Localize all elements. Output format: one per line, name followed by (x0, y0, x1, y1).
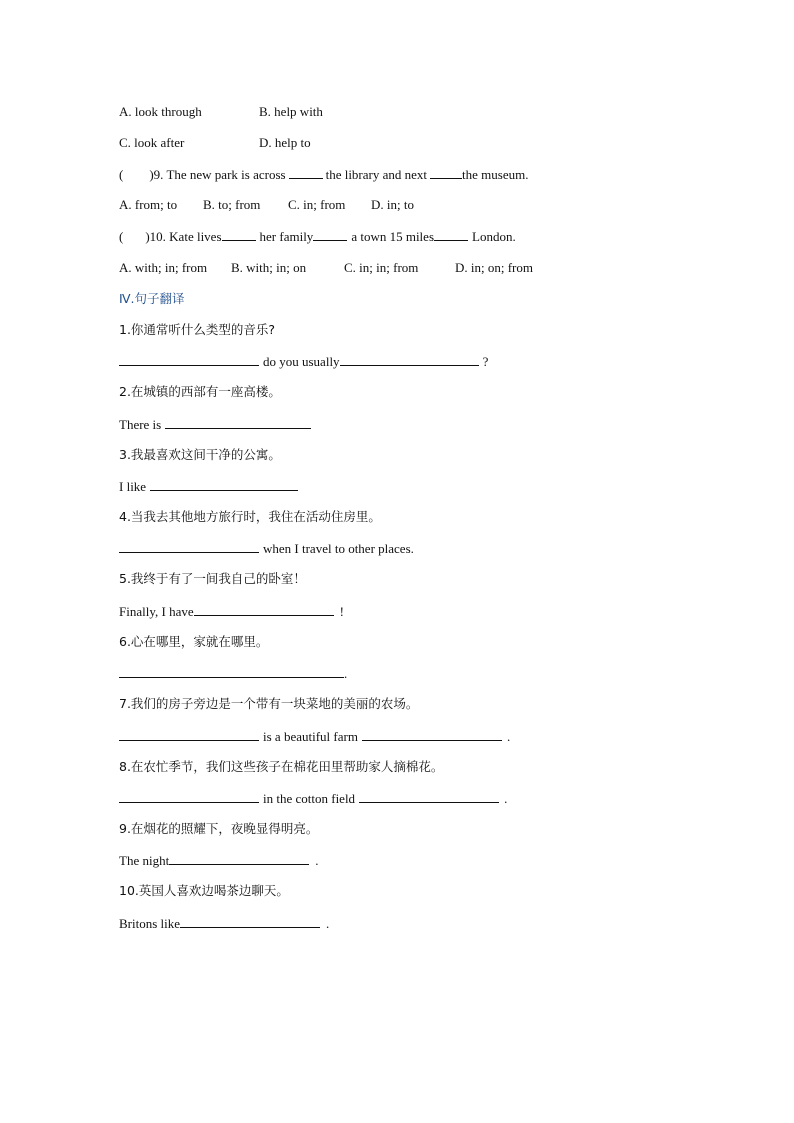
translate-item-4-chinese: 4.当我去其他地方旅行时，我住在活动住房里。 (119, 509, 381, 524)
q8-options-row-2 (119, 135, 311, 151)
translate-item-1-chinese: 1.你通常听什么类型的音乐? (119, 322, 276, 337)
item-8-post: . (504, 791, 508, 806)
q10-paren-open: ( (119, 229, 124, 244)
translate-item-2-chinese: 2.在城镇的西部有一座高楼。 (119, 384, 281, 399)
item-1-mid: do you usually (263, 354, 340, 369)
translate-item-6-chinese: 6.心在哪里，家就在哪里。 (119, 634, 269, 649)
translate-item-9-answer (119, 852, 318, 868)
translate-item-8-chinese: 8.在农忙季节，我们这些孩子在棉花田里帮助家人摘棉花。 (119, 759, 444, 774)
item-5-blank[interactable] (194, 603, 334, 616)
item-5-pre: Finally, I have (119, 604, 194, 619)
item-4-post: when I travel to other places. (263, 541, 414, 556)
translate-item-3-answer (119, 478, 298, 494)
item-1-blank-2[interactable] (340, 353, 479, 366)
q9-option-c: C. in; from (288, 197, 346, 212)
item-1-blank-1[interactable] (119, 353, 259, 366)
q9-stem-end: the museum. (462, 167, 529, 182)
translate-item-5-chinese: 5.我终于有了一间我自己的卧室！ (119, 571, 306, 586)
item-9-post: . (315, 853, 319, 868)
translate-item-10-answer (119, 915, 329, 931)
q10-option-b: B. with; in; on (231, 260, 307, 275)
q10-option-c: C. in; in; from (344, 260, 419, 275)
q10-stem-mid1: her family (259, 229, 314, 244)
q8-option-c: C. look after (119, 135, 185, 150)
q10-stem-mid2: a town 15 miles (351, 229, 434, 244)
q9-paren-open: ( (119, 167, 124, 182)
item-5-post: ! (339, 604, 344, 619)
item-7-mid: is a beautiful farm (263, 729, 358, 744)
q10-stem-end: London. (472, 229, 516, 244)
q9-option-d: D. in; to (371, 197, 414, 212)
q9-blank-1[interactable] (289, 166, 323, 179)
translate-item-7-answer (119, 728, 510, 744)
q9-stem-start: )9. The new park is across (149, 167, 286, 182)
q10-blank-3[interactable] (434, 228, 468, 241)
translate-item-9-chinese: 9.在烟花的照耀下，夜晚显得明亮。 (119, 821, 319, 836)
item-2-pre: There is (119, 417, 162, 432)
q8-option-d: D. help to (259, 135, 311, 150)
translate-item-1-answer (119, 353, 488, 369)
translate-item-2-answer (119, 416, 311, 432)
q8-option-b: B. help with (259, 104, 323, 119)
q10-stem-start: )10. Kate lives (145, 229, 222, 244)
q8-options-row-1 (119, 104, 323, 120)
item-10-pre: Britons like (119, 916, 181, 931)
q10-blank-2[interactable] (313, 228, 347, 241)
q10-blank-1[interactable] (222, 228, 256, 241)
item-7-post: . (506, 729, 511, 744)
q9-stem-mid: the library and next (325, 167, 428, 182)
item-8-blank-2[interactable] (359, 790, 499, 803)
item-1-post: ? (482, 354, 489, 369)
q9-option-b: B. to; from (203, 197, 261, 212)
q9-blank-2[interactable] (430, 166, 462, 179)
item-10-blank[interactable] (180, 915, 320, 928)
q9-options (119, 197, 414, 213)
translate-item-8-answer (119, 790, 507, 806)
item-8-mid: in the cotton field (263, 791, 356, 806)
item-3-pre: I like (119, 479, 147, 494)
translate-item-3-chinese: 3.我最喜欢这间干净的公寓。 (119, 447, 281, 462)
item-2-blank[interactable] (165, 416, 311, 429)
item-8-blank-1[interactable] (119, 790, 259, 803)
translate-item-5-answer (119, 603, 344, 619)
item-6-blank[interactable] (119, 665, 344, 678)
q8-option-a: A. look through (119, 104, 202, 119)
translate-item-10-chinese: 10.英国人喜欢边喝茶边聊天。 (119, 883, 289, 898)
translate-item-7-chinese: 7.我们的房子旁边是一个带有一块菜地的美丽的农场。 (119, 696, 419, 711)
item-3-blank[interactable] (150, 478, 298, 491)
item-7-blank-2[interactable] (362, 728, 502, 741)
item-9-pre: The night (119, 853, 170, 868)
q10-option-a: A. with; in; from (119, 260, 208, 275)
item-4-blank[interactable] (119, 540, 259, 553)
question-9 (119, 166, 528, 182)
question-10 (119, 228, 516, 244)
section-4-heading: Ⅳ.句子翻译 (119, 291, 185, 306)
q10-option-d: D. in; on; from (455, 260, 533, 275)
translate-item-4-answer (119, 540, 414, 556)
item-6-post: . (344, 666, 348, 681)
q10-options (119, 260, 533, 276)
q9-option-a: A. from; to (119, 197, 178, 212)
item-10-post: . (326, 916, 330, 931)
item-9-blank[interactable] (169, 852, 309, 865)
translate-item-6-answer (119, 665, 347, 681)
item-7-blank-1[interactable] (119, 728, 259, 741)
